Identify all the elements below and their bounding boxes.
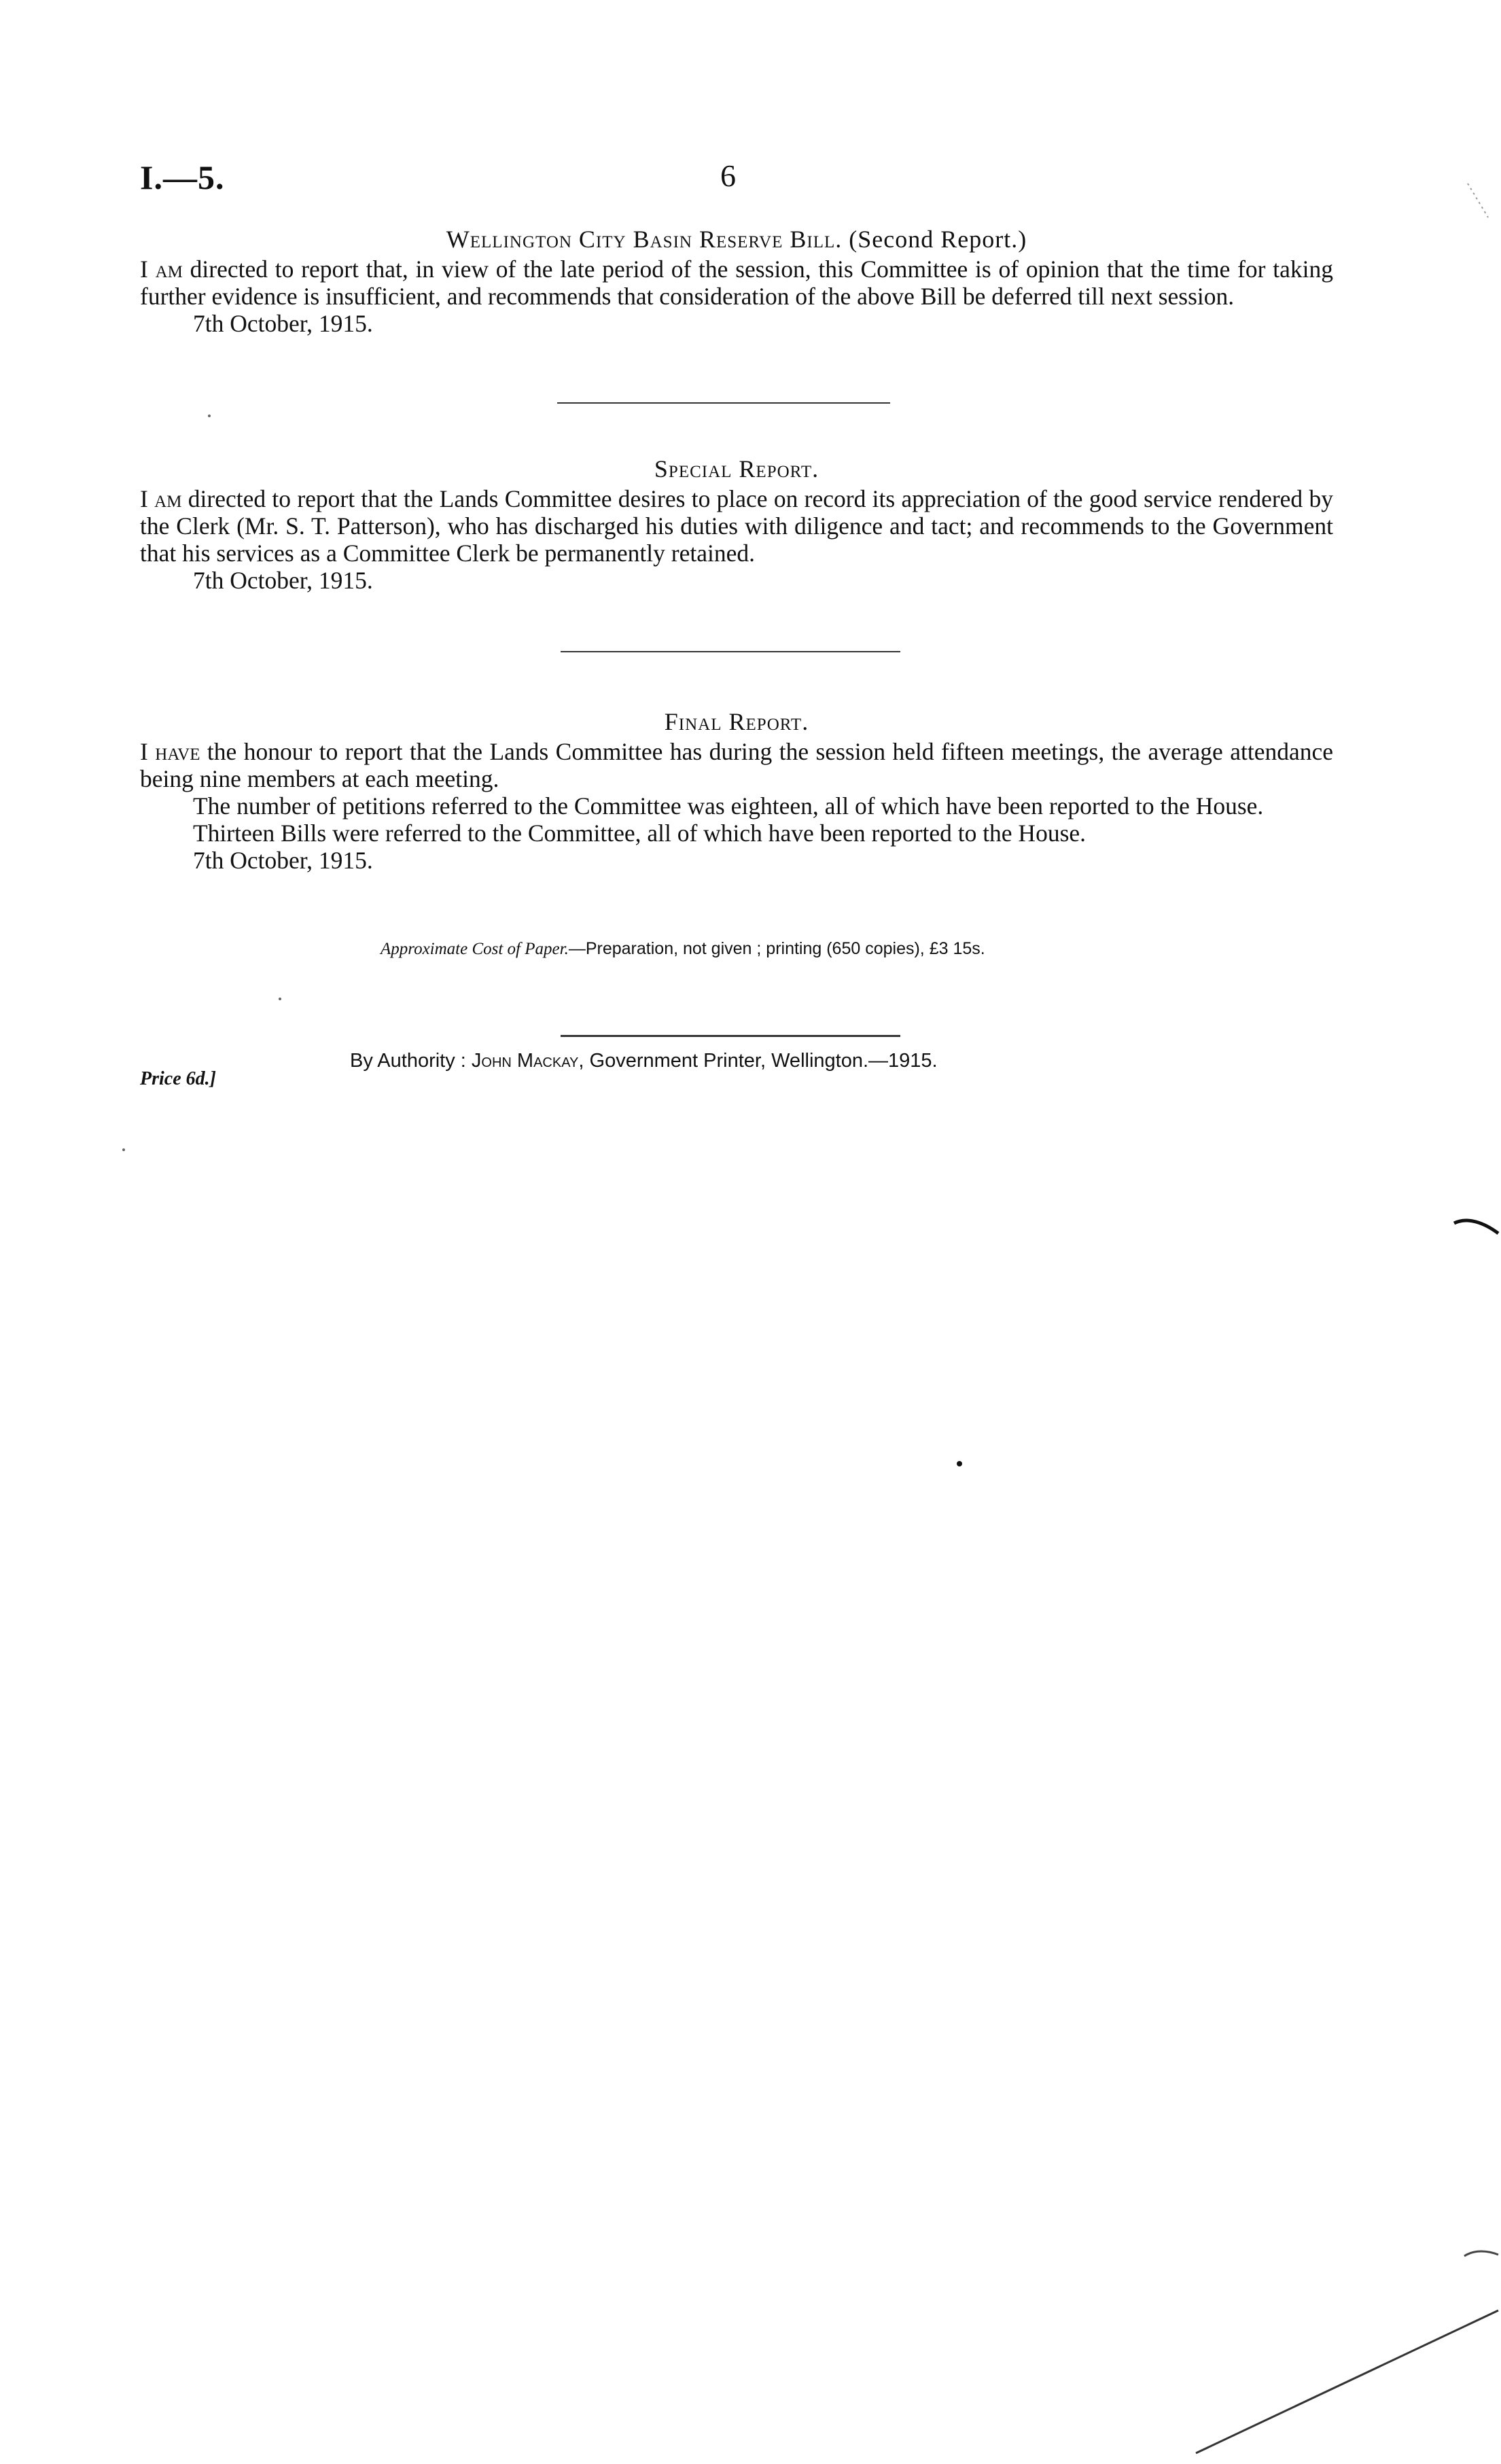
wellington-report-title-suffix: (Second Report.): [849, 226, 1027, 253]
special-report-body: directed to report that the Lands Committee desires to place on record its appreciation of the good service rendered by the Clerk (Mr. S. T. Patterson), who has discharged his duties with diligence and tact; and recommends to the Government that his services as a Committee Clerk be permanently retained.: [140, 485, 1333, 567]
scan-mark-top: [1454, 1220, 1498, 1233]
final-report-body-1: the honour to report that the Lands Committee has during the session held fifteen meetings, the average attendance being nine members at each meeting.: [140, 738, 1333, 792]
ink-speck: [957, 1461, 962, 1466]
ink-speck: [122, 1148, 125, 1151]
wellington-report-opening: I am: [140, 256, 183, 283]
page-number: 6: [720, 158, 736, 193]
special-report-date: 7th October, 1915.: [193, 567, 373, 594]
special-report-opening: I am: [140, 485, 182, 512]
imprint-printer: John Mackay,: [471, 1050, 584, 1072]
final-report-paragraph-3: Thirteen Bills were referred to the Committee, all of which have been reported to the House.: [193, 820, 1087, 847]
cost-note-text: —Preparation, not given ; printing (650 copies), £3 15s.: [568, 939, 985, 958]
final-report-title: Final Report.: [664, 708, 809, 735]
page-reference: I.—5.: [140, 158, 225, 196]
final-report-paragraph-2: The number of petitions referred to the Committee was eighteen, all of which have been reported to the House.: [193, 792, 1264, 820]
wellington-report-body: directed to report that, in view of the late period of the session, this Committee is of opinion that the time for taking further evidence is insufficient, and recommends that consideration of the above Bill be deferred till next session.: [140, 256, 1333, 310]
special-report-title: Special Report.: [654, 455, 819, 482]
final-report-date: 7th October, 1915.: [193, 847, 373, 874]
imprint-prefix: By Authority :: [350, 1050, 466, 1072]
final-report-opening: I have: [140, 738, 200, 765]
ink-speck: [208, 415, 211, 417]
ink-speck: [279, 998, 281, 1000]
scan-mark-middle: [1464, 2251, 1498, 2256]
scan-mark-corner: [1468, 183, 1488, 217]
cost-note-lead: Approximate Cost of Paper.: [381, 940, 569, 958]
wellington-report-title: Wellington City Basin Reserve Bill.: [446, 226, 843, 253]
scan-mark-diagonal: [1196, 2310, 1498, 2453]
wellington-report-date: 7th October, 1915.: [193, 310, 373, 337]
price-label: Price 6d.]: [140, 1068, 216, 1089]
imprint-rest: Government Printer, Wellington.—1915.: [589, 1050, 938, 1072]
